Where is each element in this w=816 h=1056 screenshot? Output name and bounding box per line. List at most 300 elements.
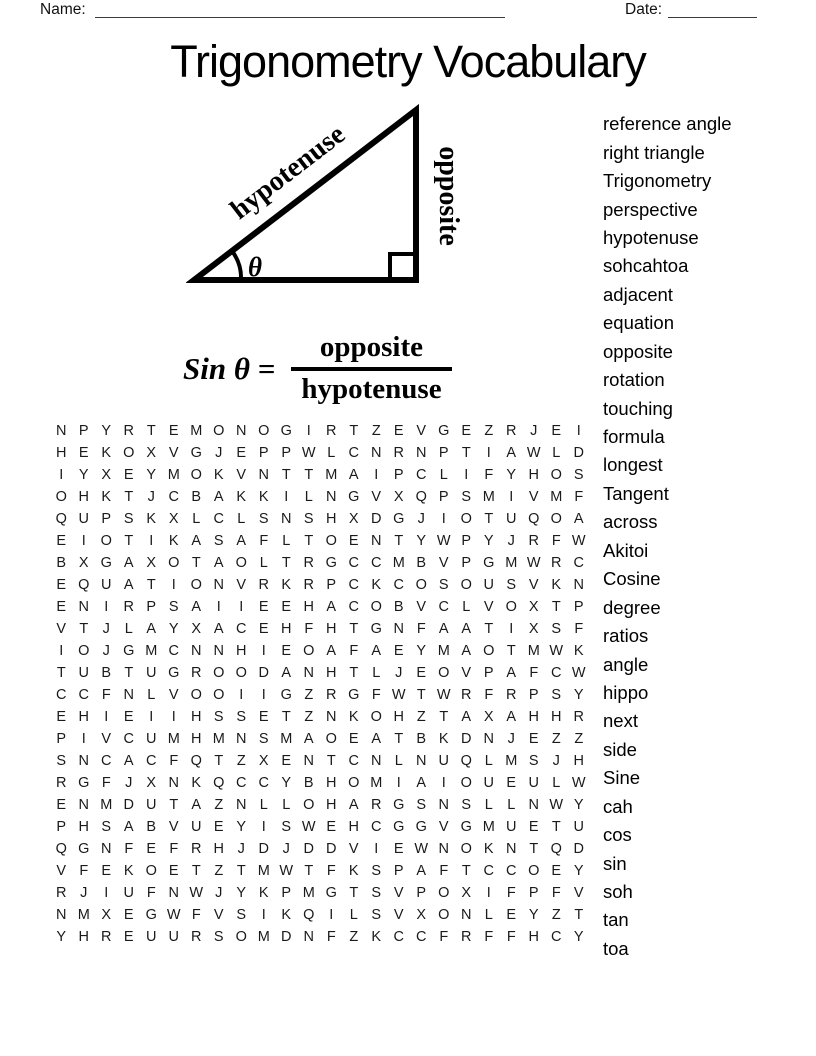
grid-cell: T: [169, 797, 179, 813]
grid-cell: S: [461, 489, 472, 505]
grid-cell: F: [349, 643, 359, 659]
grid-cell: V: [528, 577, 539, 593]
grid-cell: Y: [573, 687, 584, 703]
grid-cell: R: [303, 577, 314, 593]
grid-cell: K: [168, 533, 179, 549]
grid-cell: I: [171, 709, 176, 725]
grid-cell: K: [236, 489, 247, 505]
grid-cell: Z: [371, 423, 381, 439]
grid-cell: Y: [78, 467, 89, 483]
grid-cell: P: [528, 885, 539, 901]
grid-cell: X: [101, 907, 112, 923]
grid-cell: I: [306, 423, 311, 439]
grid-cell: O: [370, 709, 382, 725]
grid-cell: I: [486, 445, 491, 461]
grid-cell: N: [483, 731, 494, 747]
grid-cell: A: [303, 731, 314, 747]
grid-cell: K: [551, 577, 562, 593]
grid-cell: C: [348, 445, 359, 461]
grid-cell: E: [123, 907, 134, 923]
grid-cell: N: [416, 753, 427, 769]
grid-cell: V: [438, 819, 449, 835]
grid-cell: T: [349, 665, 359, 681]
grid-cell: V: [236, 577, 247, 593]
grid-cell: T: [416, 687, 426, 703]
grid-cell: M: [257, 929, 270, 945]
grid-cell: H: [78, 709, 89, 725]
grid-cell: F: [484, 687, 494, 703]
grid-cell: S: [461, 797, 472, 813]
grid-cell: S: [416, 797, 427, 813]
grid-cell: R: [326, 423, 337, 439]
grid-cell: E: [213, 819, 224, 835]
grid-cell: T: [281, 709, 291, 725]
grid-cell: L: [259, 797, 268, 813]
grid-cell: O: [438, 885, 450, 901]
grid-cell: N: [326, 709, 337, 725]
grid-cell: Y: [168, 621, 179, 637]
grid-cell: S: [303, 511, 314, 527]
theta-angle-arc: [232, 251, 241, 280]
grid-cell: K: [371, 577, 382, 593]
grid-cell: Y: [573, 797, 584, 813]
grid-cell: W: [189, 885, 204, 901]
grid-cell: P: [573, 599, 584, 615]
grid-cell: F: [551, 885, 561, 901]
grid-cell: Z: [304, 687, 314, 703]
word-list-item: Cosine: [603, 568, 661, 590]
grid-cell: H: [393, 709, 404, 725]
grid-cell: R: [393, 445, 404, 461]
grid-cell: I: [104, 709, 109, 725]
grid-cell: K: [281, 907, 292, 923]
grid-cell: M: [280, 731, 293, 747]
grid-cell: U: [146, 797, 157, 813]
grid-cell: U: [101, 577, 112, 593]
grid-cell: C: [213, 511, 224, 527]
word-list-item: Akitoi: [603, 539, 649, 561]
grid-cell: Q: [213, 775, 225, 791]
formula-lhs: Sin θ =: [183, 350, 276, 386]
grid-cell: Q: [55, 841, 67, 857]
grid-cell: E: [393, 423, 404, 439]
grid-cell: J: [507, 731, 515, 747]
grid-cell: P: [461, 555, 472, 571]
grid-cell: H: [573, 753, 584, 769]
grid-cell: T: [79, 621, 89, 637]
grid-cell: I: [284, 489, 289, 505]
grid-cell: E: [348, 731, 359, 747]
grid-cell: C: [168, 489, 179, 505]
worksheet-title: Trigonometry Vocabulary: [170, 36, 646, 87]
grid-cell: I: [464, 467, 469, 483]
grid-cell: O: [348, 775, 360, 791]
grid-cell: V: [371, 489, 382, 505]
grid-cell: H: [78, 819, 89, 835]
word-list-item: next: [603, 710, 638, 732]
grid-cell: D: [326, 841, 337, 857]
grid-cell: I: [104, 885, 109, 901]
grid-cell: H: [528, 467, 539, 483]
grid-cell: S: [371, 885, 382, 901]
grid-cell: T: [146, 577, 156, 593]
grid-cell: G: [370, 621, 382, 637]
grid-cell: A: [146, 621, 157, 637]
grid-cell: V: [168, 687, 179, 703]
grid-cell: Y: [56, 929, 67, 945]
grid-cell: M: [100, 797, 113, 813]
grid-cell: C: [551, 665, 562, 681]
date-blank-line: [668, 17, 757, 18]
grid-cell: T: [281, 467, 291, 483]
grid-cell: M: [505, 753, 518, 769]
grid-cell: S: [258, 731, 269, 747]
grid-cell: N: [56, 907, 67, 923]
grid-cell: D: [573, 841, 584, 857]
grid-cell: G: [100, 555, 112, 571]
grid-cell: T: [214, 753, 224, 769]
grid-cell: D: [371, 511, 382, 527]
grid-cell: R: [528, 533, 539, 549]
grid-cell: L: [484, 907, 493, 923]
grid-cell: C: [168, 643, 179, 659]
grid-cell: F: [79, 863, 89, 879]
grid-cell: N: [236, 731, 247, 747]
word-search-grid: [50, 420, 590, 948]
grid-cell: L: [552, 775, 561, 791]
right-angle-marker: [390, 254, 416, 280]
grid-cell: V: [393, 885, 404, 901]
grid-cell: F: [574, 489, 584, 505]
grid-cell: J: [215, 445, 223, 461]
grid-cell: C: [371, 555, 382, 571]
grid-cell: B: [56, 555, 67, 571]
grid-cell: L: [259, 555, 268, 571]
grid-cell: T: [349, 885, 359, 901]
word-list-item: sohcahtoa: [603, 255, 689, 277]
grid-cell: R: [101, 929, 112, 945]
grid-cell: R: [371, 797, 382, 813]
grid-cell: O: [460, 511, 472, 527]
grid-cell: H: [326, 511, 337, 527]
grid-cell: X: [528, 599, 539, 615]
grid-cell: H: [56, 445, 67, 461]
grid-cell: U: [528, 775, 539, 791]
grid-cell: J: [102, 643, 110, 659]
grid-cell: S: [551, 621, 562, 637]
grid-cell: M: [302, 885, 315, 901]
grid-cell: M: [482, 819, 495, 835]
name-blank-line: [95, 17, 505, 18]
grid-cell: C: [101, 753, 112, 769]
grid-cell: J: [102, 621, 110, 637]
grid-cell: A: [326, 599, 337, 615]
grid-cell: V: [168, 445, 179, 461]
grid-cell: N: [393, 621, 404, 637]
grid-cell: G: [78, 841, 90, 857]
grid-cell: F: [326, 929, 336, 945]
grid-cell: V: [573, 885, 584, 901]
word-list-item: touching: [603, 397, 673, 419]
grid-cell: E: [416, 665, 427, 681]
grid-cell: J: [282, 841, 290, 857]
grid-cell: A: [123, 555, 134, 571]
grid-cell: S: [573, 467, 584, 483]
grid-cell: F: [484, 929, 494, 945]
grid-cell: O: [190, 687, 202, 703]
grid-cell: Q: [55, 511, 67, 527]
grid-cell: L: [484, 797, 493, 813]
grid-cell: A: [236, 533, 247, 549]
grid-cell: K: [258, 885, 269, 901]
sine-formula: [183, 331, 452, 406]
grid-cell: M: [212, 731, 225, 747]
grid-cell: J: [530, 423, 538, 439]
grid-cell: I: [59, 643, 64, 659]
grid-cell: T: [124, 489, 134, 505]
grid-cell: N: [303, 665, 314, 681]
grid-cell: L: [304, 489, 313, 505]
grid-cell: U: [573, 819, 584, 835]
grid-cell: N: [168, 775, 179, 791]
grid-cell: M: [370, 775, 383, 791]
grid-cell: W: [526, 555, 541, 571]
grid-cell: K: [573, 643, 584, 659]
grid-cell: A: [123, 819, 134, 835]
grid-cell: R: [191, 929, 202, 945]
grid-cell: A: [326, 643, 337, 659]
grid-cell: N: [528, 797, 539, 813]
grid-cell: X: [146, 775, 157, 791]
grid-cell: M: [550, 489, 563, 505]
grid-cell: T: [439, 709, 449, 725]
grid-cell: F: [506, 885, 516, 901]
grid-cell: C: [348, 753, 359, 769]
grid-cell: O: [325, 533, 337, 549]
grid-cell: P: [281, 885, 292, 901]
grid-cell: B: [191, 489, 202, 505]
grid-cell: E: [56, 797, 67, 813]
grid-cell: T: [236, 863, 246, 879]
grid-cell: J: [215, 885, 223, 901]
grid-cell: Z: [551, 731, 561, 747]
grid-cell: L: [484, 753, 493, 769]
grid-cell: Y: [236, 819, 247, 835]
grid-cell: I: [374, 841, 379, 857]
grid-cell: I: [509, 621, 514, 637]
grid-cell: X: [258, 753, 269, 769]
grid-cell: K: [146, 511, 157, 527]
grid-cell: N: [213, 577, 224, 593]
grid-cell: O: [505, 599, 517, 615]
grid-cell: T: [506, 643, 516, 659]
grid-cell: A: [461, 709, 472, 725]
grid-cell: S: [213, 709, 224, 725]
grid-cell: A: [213, 621, 224, 637]
grid-cell: I: [576, 423, 581, 439]
grid-cell: Y: [146, 467, 157, 483]
grid-cell: N: [101, 841, 112, 857]
grid-cell: Q: [78, 577, 90, 593]
grid-cell: Y: [416, 643, 427, 659]
word-list-item: longest: [603, 454, 663, 476]
grid-cell: E: [146, 841, 157, 857]
grid-cell: I: [441, 511, 446, 527]
grid-cell: E: [258, 621, 269, 637]
grid-cell: Q: [550, 841, 562, 857]
grid-cell: X: [146, 555, 157, 571]
grid-cell: T: [304, 863, 314, 879]
grid-cell: E: [461, 423, 472, 439]
word-list-item: hypotenuse: [603, 226, 699, 248]
grid-cell: Y: [573, 929, 584, 945]
grid-cell: A: [438, 621, 449, 637]
grid-cell: W: [571, 533, 586, 549]
grid-cell: K: [213, 467, 224, 483]
grid-cell: M: [325, 467, 338, 483]
opposite-label: opposite: [433, 146, 464, 246]
grid-cell: O: [460, 775, 472, 791]
grid-cell: E: [168, 423, 179, 439]
grid-cell: O: [213, 665, 225, 681]
grid-cell: I: [396, 775, 401, 791]
grid-cell: L: [124, 621, 133, 637]
grid-cell: B: [416, 731, 427, 747]
grid-cell: Z: [574, 731, 584, 747]
grid-cell: J: [125, 775, 133, 791]
grid-cell: Y: [281, 775, 292, 791]
name-label: Name:: [40, 1, 86, 18]
grid-cell: E: [281, 643, 292, 659]
word-list-item: toa: [603, 937, 629, 959]
formula-denominator: hypotenuse: [291, 367, 451, 406]
grid-cell: E: [281, 599, 292, 615]
grid-cell: V: [528, 489, 539, 505]
grid-cell: U: [146, 731, 157, 747]
grid-cell: J: [417, 511, 425, 527]
triangle-outline: [194, 110, 416, 280]
grid-cell: P: [438, 445, 449, 461]
grid-cell: E: [78, 445, 89, 461]
grid-cell: Y: [416, 533, 427, 549]
grid-cell: R: [258, 577, 269, 593]
word-list-item: equation: [603, 312, 674, 334]
grid-cell: I: [441, 775, 446, 791]
grid-cell: U: [123, 885, 134, 901]
word-list-item: rotation: [603, 369, 665, 391]
grid-cell: P: [146, 599, 157, 615]
grid-cell: I: [261, 819, 266, 835]
grid-cell: R: [551, 555, 562, 571]
grid-cell: T: [304, 533, 314, 549]
grid-cell: W: [301, 445, 316, 461]
grid-cell: O: [235, 665, 247, 681]
grid-cell: D: [303, 841, 314, 857]
grid-cell: T: [394, 533, 404, 549]
word-list-item: angle: [603, 653, 649, 675]
grid-cell: M: [505, 555, 518, 571]
grid-cell: I: [509, 489, 514, 505]
grid-cell: F: [551, 533, 561, 549]
grid-cell: O: [528, 863, 540, 879]
grid-cell: K: [371, 929, 382, 945]
grid-cell: E: [258, 709, 269, 725]
word-list: [603, 110, 732, 963]
grid-cell: R: [56, 885, 67, 901]
grid-cell: L: [237, 511, 246, 527]
word-list-item: sin: [603, 852, 627, 874]
grid-cell: C: [348, 555, 359, 571]
grid-cell: A: [213, 555, 224, 571]
grid-cell: H: [303, 599, 314, 615]
grid-cell: G: [483, 555, 495, 571]
grid-cell: L: [327, 445, 336, 461]
grid-cell: N: [303, 753, 314, 769]
grid-cell: X: [101, 467, 112, 483]
grid-cell: H: [78, 489, 89, 505]
grid-cell: V: [483, 599, 494, 615]
grid-cell: T: [146, 423, 156, 439]
grid-cell: N: [281, 511, 292, 527]
grid-cell: C: [258, 775, 269, 791]
grid-cell: Y: [528, 907, 539, 923]
grid-cell: U: [78, 511, 89, 527]
grid-cell: S: [123, 511, 134, 527]
grid-cell: S: [213, 929, 224, 945]
grid-cell: R: [123, 423, 134, 439]
grid-cell: C: [506, 863, 517, 879]
word-list-item: cos: [603, 824, 632, 846]
grid-cell: K: [258, 489, 269, 505]
grid-cell: L: [282, 533, 291, 549]
grid-cell: O: [303, 797, 315, 813]
word-list-item: side: [603, 738, 637, 760]
grid-cell: I: [81, 731, 86, 747]
grid-cell: G: [168, 665, 180, 681]
grid-cell: I: [149, 709, 154, 725]
word-list-item: opposite: [603, 340, 673, 362]
grid-cell: C: [573, 555, 584, 571]
grid-cell: Q: [528, 511, 540, 527]
grid-cell: A: [461, 643, 472, 659]
word-list-item: perspective: [603, 198, 698, 220]
grid-cell: U: [438, 753, 449, 769]
grid-cell: M: [527, 643, 540, 659]
grid-cell: C: [416, 467, 427, 483]
grid-cell: A: [123, 577, 134, 593]
grid-cell: M: [257, 863, 270, 879]
grid-cell: Y: [236, 885, 247, 901]
grid-cell: N: [573, 577, 584, 593]
grid-cell: P: [281, 445, 292, 461]
grid-cell: E: [326, 819, 337, 835]
grid-cell: C: [416, 929, 427, 945]
grid-cell: N: [78, 753, 89, 769]
grid-cell: C: [483, 863, 494, 879]
grid-cell: N: [371, 533, 382, 549]
grid-cell: F: [484, 467, 494, 483]
grid-cell: Z: [416, 709, 426, 725]
grid-cell: E: [348, 533, 359, 549]
grid-cell: F: [169, 841, 179, 857]
grid-cell: G: [393, 819, 405, 835]
grid-cell: P: [416, 885, 427, 901]
word-list-item: Tangent: [603, 482, 669, 504]
grid-cell: Y: [506, 467, 517, 483]
grid-cell: P: [326, 577, 337, 593]
grid-cell: S: [236, 709, 247, 725]
grid-cell: R: [123, 599, 134, 615]
